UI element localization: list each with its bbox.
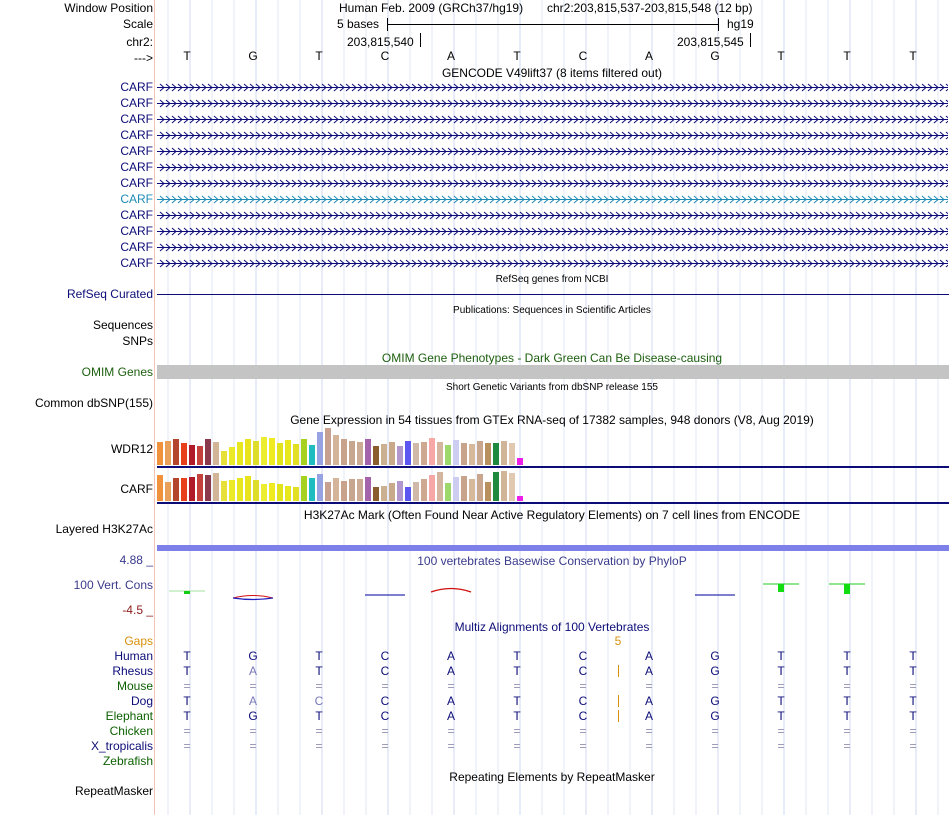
phylop-score-curve-2 xyxy=(233,598,273,600)
gencode-transcript-intron[interactable] xyxy=(157,210,948,221)
phylop-score-bar xyxy=(844,584,850,594)
multiz-aligned-base: T xyxy=(777,709,785,723)
gtex-tissue-bar[interactable] xyxy=(509,473,515,501)
multiz-aligned-base: C xyxy=(578,709,588,723)
gtex-tissue-bar[interactable] xyxy=(365,477,371,501)
gencode-transcript-label[interactable]: CARF xyxy=(120,224,153,238)
multiz-aligned-base: T xyxy=(183,649,191,663)
gencode-track-title[interactable]: GENCODE V49lift37 (8 items filtered out) xyxy=(441,66,663,80)
gtex-tissue-bar[interactable] xyxy=(173,439,179,465)
multiz-aligned-base: T xyxy=(183,709,191,723)
gtex-tissue-bar[interactable] xyxy=(245,476,251,501)
gtex-gene-carf-label[interactable]: CARF xyxy=(120,482,153,496)
multiz-aligned-base: A xyxy=(644,649,654,663)
gtex-tissue-bar[interactable] xyxy=(373,487,379,501)
multiz-aligned-base: = xyxy=(315,724,323,738)
gtex-tissue-bar[interactable] xyxy=(309,478,315,501)
refseq-curated-line[interactable] xyxy=(157,294,949,295)
multiz-aligned-base: = xyxy=(579,724,587,738)
gtex-tissue-bar[interactable] xyxy=(357,479,363,501)
multiz-aligned-base: A xyxy=(644,664,654,678)
gtex-tissue-bar[interactable] xyxy=(349,441,355,465)
gtex-tissue-bar[interactable] xyxy=(325,428,331,465)
gtex-tissue-bar[interactable] xyxy=(405,441,411,465)
db-name: hg19 xyxy=(727,17,754,31)
gtex-tissue-bar[interactable] xyxy=(445,483,451,501)
repeatmasker-track-title[interactable]: Repeating Elements by RepeatMasker xyxy=(449,770,655,784)
gtex-tissue-bar[interactable] xyxy=(389,442,395,465)
gtex-tissue-bar[interactable] xyxy=(397,481,403,501)
multiz-species-label[interactable]: Chicken xyxy=(109,724,153,738)
omim-track-title[interactable]: OMIM Gene Phenotypes - Dark Green Can Be Disease-causing xyxy=(381,351,723,365)
coordinate-left-tick xyxy=(420,33,421,47)
gtex-tissue-bar[interactable] xyxy=(181,443,187,465)
gtex-tissue-bar[interactable] xyxy=(501,471,507,501)
multiz-aligned-base: = xyxy=(711,724,719,738)
gtex-tissue-bar[interactable] xyxy=(229,447,235,465)
gtex-tissue-bar[interactable] xyxy=(477,441,483,465)
coordinate-right-tick xyxy=(750,33,751,47)
gtex-tissue-bar[interactable] xyxy=(509,443,515,465)
gencode-transcript-intron[interactable] xyxy=(157,226,948,237)
multiz-aligned-base: = xyxy=(447,739,455,753)
multiz-aligned-base: T xyxy=(315,709,323,723)
multiz-aligned-base: = xyxy=(513,724,521,738)
gtex-tissue-bar[interactable] xyxy=(445,445,451,465)
multiz-aligned-base: T xyxy=(777,649,785,663)
gtex-tissue-bar[interactable] xyxy=(213,442,219,465)
multiz-species-label[interactable]: Zebrafish xyxy=(102,754,153,768)
multiz-aligned-base: = xyxy=(381,724,389,738)
multiz-aligned-base: = xyxy=(183,724,191,738)
gtex-tissue-bar[interactable] xyxy=(477,474,483,501)
gtex-tissue-bar[interactable] xyxy=(269,483,275,501)
gtex-tissue-bar[interactable] xyxy=(421,442,427,465)
multiz-aligned-base: T xyxy=(777,664,785,678)
gencode-transcript-label[interactable]: CARF xyxy=(120,256,153,270)
multiz-aligned-base: = xyxy=(645,739,653,753)
gtex-tissue-bar[interactable] xyxy=(221,451,227,465)
multiz-aligned-base: T xyxy=(513,664,521,678)
multiz-aligned-base: = xyxy=(249,679,257,693)
window-position-label[interactable]: Window Position xyxy=(64,1,153,15)
gtex-tissue-bar[interactable] xyxy=(165,441,171,465)
multiz-aligned-base: = xyxy=(183,739,191,753)
multiz-aligned-base: A xyxy=(248,664,258,678)
multiz-aligned-base: = xyxy=(909,679,917,693)
reference-base: C xyxy=(380,49,390,63)
scale-bar-left-tick xyxy=(387,18,388,31)
multiz-aligned-base: G xyxy=(710,709,720,723)
gtex-tissue-bar[interactable] xyxy=(301,439,307,465)
gtex-tissue-bar[interactable] xyxy=(333,478,339,501)
gtex-tissue-bar[interactable] xyxy=(501,441,507,465)
gtex-tissue-bar[interactable] xyxy=(461,476,467,501)
multiz-aligned-base: G xyxy=(710,649,720,663)
gtex-tissue-bar[interactable] xyxy=(437,442,443,465)
multiz-gap-count: 5 xyxy=(614,634,622,648)
dbsnp-label[interactable]: Common dbSNP(155) xyxy=(34,396,153,410)
assembly-name: Human Feb. 2009 (GRCh37/hg19) xyxy=(339,1,524,15)
gencode-transcript-label[interactable]: CARF xyxy=(120,208,153,222)
gtex-tissue-bar[interactable] xyxy=(197,474,203,501)
gtex-tissue-bar[interactable] xyxy=(397,446,403,465)
multiz-aligned-base: = xyxy=(909,739,917,753)
multiz-aligned-base: = xyxy=(249,739,257,753)
multiz-aligned-base: C xyxy=(578,649,588,663)
gtex-tissue-bar[interactable] xyxy=(253,441,259,465)
gencode-transcript-intron[interactable] xyxy=(157,194,948,205)
multiz-aligned-base: = xyxy=(447,679,455,693)
h3k27ac-label[interactable]: Layered H3K27Ac xyxy=(55,522,153,536)
gencode-transcript-label[interactable]: CARF xyxy=(120,128,153,142)
gencode-transcript-intron[interactable] xyxy=(157,178,948,189)
multiz-aligned-base: = xyxy=(645,679,653,693)
gencode-transcript-label[interactable]: CARF xyxy=(120,240,153,254)
multiz-aligned-base: = xyxy=(315,679,323,693)
multiz-aligned-base: A xyxy=(446,649,456,663)
gtex-tissue-bar[interactable] xyxy=(277,443,283,465)
gtex-tissue-bar[interactable] xyxy=(245,439,251,465)
multiz-insertion-marker xyxy=(618,665,619,677)
multiz-aligned-base: = xyxy=(579,739,587,753)
gtex-tissue-bar[interactable] xyxy=(517,458,523,465)
gtex-tissue-bar[interactable] xyxy=(373,446,379,465)
gtex-tissue-bar[interactable] xyxy=(341,439,347,465)
gtex-tissue-bar[interactable] xyxy=(413,482,419,501)
multiz-aligned-base: C xyxy=(314,694,324,708)
multiz-aligned-base: C xyxy=(380,649,390,663)
gtex-tissue-bar[interactable] xyxy=(229,480,235,501)
multiz-species-label[interactable]: Rhesus xyxy=(112,664,153,678)
gencode-transcript-intron[interactable] xyxy=(157,130,948,141)
multiz-aligned-base: = xyxy=(447,724,455,738)
multiz-gaps-label[interactable]: Gaps xyxy=(124,634,153,648)
scale-bar-right-tick xyxy=(718,18,719,31)
gtex-tissue-bar[interactable] xyxy=(189,477,195,501)
gtex-tissue-bar[interactable] xyxy=(485,482,491,501)
conservation-plot[interactable] xyxy=(157,560,949,615)
gtex-tissue-bar[interactable] xyxy=(157,442,163,465)
coordinate-left: 203,815,540 xyxy=(347,35,414,49)
gtex-tissue-bar[interactable] xyxy=(469,479,475,501)
multiz-aligned-base: = xyxy=(249,724,257,738)
multiz-aligned-base: T xyxy=(513,709,521,723)
multiz-aligned-base: = xyxy=(315,739,323,753)
reference-base: T xyxy=(909,49,917,63)
gencode-transcript-intron[interactable] xyxy=(157,114,948,125)
conservation-track-title[interactable]: 100 vertebrates Basewise Conservation by PhyloP xyxy=(417,554,687,568)
refseq-track-title[interactable]: RefSeq genes from NCBI xyxy=(495,274,609,285)
repeatmasker-label[interactable]: RepeatMasker xyxy=(74,784,153,798)
gtex-tissue-bar[interactable] xyxy=(381,444,387,465)
gtex-tissue-bar[interactable] xyxy=(205,439,211,465)
multiz-aligned-base: T xyxy=(315,649,323,663)
multiz-aligned-base: T xyxy=(909,709,917,723)
multiz-aligned-base: G xyxy=(710,694,720,708)
reference-base: T xyxy=(513,49,521,63)
reference-base: T xyxy=(777,49,785,63)
gtex-tissue-bar[interactable] xyxy=(197,446,203,465)
gtex-tissue-bar[interactable] xyxy=(181,478,187,501)
reference-base: G xyxy=(248,49,258,63)
gtex-tissue-bar[interactable] xyxy=(485,443,491,465)
multiz-aligned-base: T xyxy=(315,664,323,678)
gtex-tissue-bar[interactable] xyxy=(277,484,283,501)
multiz-aligned-base: A xyxy=(446,694,456,708)
gtex-tissue-bar[interactable] xyxy=(493,472,499,501)
multiz-species-label[interactable]: Mouse xyxy=(116,679,153,693)
gtex-tissue-bar[interactable] xyxy=(421,479,427,501)
scale-label[interactable]: Scale xyxy=(122,17,153,31)
multiz-track-title[interactable]: Multiz Alignments of 100 Vertebrates xyxy=(454,620,650,634)
gtex-tissue-bar[interactable] xyxy=(261,484,267,501)
multiz-aligned-base: C xyxy=(578,694,588,708)
multiz-aligned-base: = xyxy=(381,739,389,753)
multiz-aligned-base: = xyxy=(645,724,653,738)
gencode-transcript-label[interactable]: CARF xyxy=(120,96,153,110)
gtex-tissue-bar[interactable] xyxy=(493,443,499,465)
gtex-tissue-bar[interactable] xyxy=(173,478,179,501)
gtex-tissue-bar[interactable] xyxy=(205,475,211,501)
multiz-aligned-base: C xyxy=(380,694,390,708)
gtex-tissue-bar[interactable] xyxy=(389,483,395,501)
multiz-aligned-base: T xyxy=(843,649,851,663)
multiz-aligned-base: T xyxy=(843,694,851,708)
gtex-tissue-bar[interactable] xyxy=(309,445,315,465)
multiz-aligned-base: C xyxy=(380,664,390,678)
reference-base: T xyxy=(183,49,191,63)
coordinate-right: 203,815,545 xyxy=(677,35,744,49)
gtex-tissue-bar[interactable] xyxy=(285,440,291,465)
phylop-score-bar xyxy=(184,591,190,594)
multiz-aligned-base: G xyxy=(248,709,258,723)
gtex-tissue-bar[interactable] xyxy=(261,437,267,465)
gtex-gene-wdr12-label[interactable]: WDR12 xyxy=(110,442,153,456)
gtex-tissue-bar[interactable] xyxy=(357,442,363,465)
multiz-aligned-base: T xyxy=(513,694,521,708)
reference-base: T xyxy=(315,49,323,63)
gtex-tissue-bar[interactable] xyxy=(341,481,347,501)
gtex-tissue-bar[interactable] xyxy=(469,444,475,465)
omim-gene-bar[interactable] xyxy=(157,365,949,379)
gtex-tissue-bar[interactable] xyxy=(333,435,339,465)
multiz-aligned-base: = xyxy=(777,724,785,738)
publications-sequences-label[interactable]: Sequences xyxy=(92,318,153,332)
gtex-tissue-bar[interactable] xyxy=(349,479,355,501)
refseq-curated-label[interactable]: RefSeq Curated xyxy=(66,287,153,301)
gencode-transcript-label[interactable]: CARF xyxy=(120,112,153,126)
multiz-aligned-base: T xyxy=(183,694,191,708)
gencode-transcript-intron[interactable] xyxy=(157,258,948,269)
gtex-tissue-bar[interactable] xyxy=(325,482,331,501)
gencode-transcript-label[interactable]: CARF xyxy=(120,144,153,158)
gencode-transcript-intron[interactable] xyxy=(157,98,948,109)
strand-arrow-label[interactable]: ---> xyxy=(134,51,153,65)
gencode-transcript-label[interactable]: CARF xyxy=(120,160,153,174)
multiz-species-label[interactable]: X_tropicalis xyxy=(90,739,153,753)
multiz-aligned-base: = xyxy=(777,679,785,693)
multiz-species-label[interactable]: Elephant xyxy=(105,709,153,723)
reference-base: A xyxy=(644,49,654,63)
dbsnp-track-title[interactable]: Short Genetic Variants from dbSNP release 155 xyxy=(446,382,658,393)
multiz-aligned-base: A xyxy=(248,694,258,708)
gtex-tissue-bar[interactable] xyxy=(429,475,435,501)
multiz-aligned-base: T xyxy=(843,664,851,678)
multiz-species-label[interactable]: Dog xyxy=(130,694,153,708)
multiz-aligned-base: C xyxy=(380,709,390,723)
reference-base: G xyxy=(710,49,720,63)
gtex-tissue-bar[interactable] xyxy=(269,438,275,465)
multiz-aligned-base: = xyxy=(579,679,587,693)
gtex-tissue-bar[interactable] xyxy=(301,476,307,501)
h3k27ac-track-title[interactable]: H3K27Ac Mark (Often Found Near Active Regulatory Elements) on 7 cell lines from ENCODE xyxy=(303,508,801,522)
publications-snps-label[interactable]: SNPs xyxy=(122,334,153,348)
reference-base: T xyxy=(843,49,851,63)
multiz-aligned-base: T xyxy=(183,664,191,678)
multiz-aligned-base: T xyxy=(909,649,917,663)
gtex-tissue-bar[interactable] xyxy=(365,439,371,465)
multiz-aligned-base: A xyxy=(644,709,654,723)
gtex-tissue-bar[interactable] xyxy=(461,443,467,465)
reference-base: A xyxy=(446,49,456,63)
multiz-aligned-base: = xyxy=(183,679,191,693)
gtex-tissue-bar[interactable] xyxy=(285,486,291,501)
multiz-aligned-base: T xyxy=(513,649,521,663)
gencode-transcript-intron[interactable] xyxy=(157,242,948,253)
phylop-score-curve xyxy=(431,589,471,593)
multiz-aligned-base: = xyxy=(777,739,785,753)
gtex-tissue-bar[interactable] xyxy=(157,475,163,501)
multiz-insertion-marker xyxy=(618,710,619,722)
multiz-aligned-base: A xyxy=(446,664,456,678)
multiz-aligned-base: = xyxy=(513,739,521,753)
gtex-tissue-bar[interactable] xyxy=(189,445,195,465)
multiz-aligned-base: C xyxy=(578,664,588,678)
gtex-tissue-bar[interactable] xyxy=(453,477,459,501)
scale-text: 5 bases xyxy=(337,17,380,31)
omim-genes-label[interactable]: OMIM Genes xyxy=(81,365,153,379)
multiz-aligned-base: A xyxy=(644,694,654,708)
gtex-tissue-bar[interactable] xyxy=(413,443,419,465)
gtex-tissue-bar[interactable] xyxy=(453,440,459,465)
multiz-aligned-base: T xyxy=(777,694,785,708)
chrom-label[interactable]: chr2: xyxy=(126,35,153,49)
gtex-tissue-bar[interactable] xyxy=(237,442,243,465)
multiz-aligned-base: G xyxy=(710,664,720,678)
gtex-tissue-bar[interactable] xyxy=(253,480,259,501)
gtex-tissue-bar[interactable] xyxy=(317,432,323,465)
multiz-insertion-marker xyxy=(618,695,619,707)
multiz-aligned-base: = xyxy=(381,679,389,693)
gencode-transcript-label[interactable]: CARF xyxy=(120,192,153,206)
h3k27ac-signal-bar[interactable] xyxy=(157,545,949,551)
multiz-aligned-base: = xyxy=(711,739,719,753)
gencode-transcript-intron[interactable] xyxy=(157,82,948,93)
gtex-tissue-bar[interactable] xyxy=(293,444,299,465)
gtex-tissue-bar[interactable] xyxy=(165,482,171,501)
multiz-aligned-base: = xyxy=(843,739,851,753)
gtex-tissue-bar[interactable] xyxy=(317,474,323,501)
gtex-tissue-bar[interactable] xyxy=(517,496,523,501)
gtex-carf-baseline xyxy=(157,502,949,504)
gencode-transcript-label[interactable]: CARF xyxy=(120,80,153,94)
gtex-tissue-bar[interactable] xyxy=(429,438,435,465)
window-position-value: chr2:203,815,537-203,815,548 (12 bp) xyxy=(547,1,753,15)
multiz-aligned-base: = xyxy=(843,724,851,738)
multiz-aligned-base: T xyxy=(909,694,917,708)
gtex-tissue-bar[interactable] xyxy=(405,487,411,501)
multiz-aligned-base: = xyxy=(711,679,719,693)
gencode-transcript-label[interactable]: CARF xyxy=(120,176,153,190)
multiz-aligned-base: G xyxy=(248,649,258,663)
conservation-min-label: -4.5 _ xyxy=(122,603,153,617)
phylop-score-curve xyxy=(233,596,273,599)
conservation-max-label: 4.88 _ xyxy=(119,553,153,567)
label-column-separator xyxy=(154,0,155,815)
gtex-tissue-bar[interactable] xyxy=(381,486,387,501)
conservation-label[interactable]: 100 Vert. Cons xyxy=(73,578,153,592)
multiz-aligned-base: T xyxy=(843,709,851,723)
multiz-aligned-base: = xyxy=(909,724,917,738)
reference-base: C xyxy=(578,49,588,63)
multiz-aligned-base: T xyxy=(909,664,917,678)
gencode-transcript-intron[interactable] xyxy=(157,146,948,157)
gtex-tissue-bar[interactable] xyxy=(293,487,299,501)
multiz-aligned-base: = xyxy=(843,679,851,693)
gtex-tissue-bar[interactable] xyxy=(437,472,443,501)
multiz-aligned-base: = xyxy=(513,679,521,693)
gencode-transcript-intron[interactable] xyxy=(157,162,948,173)
publications-track-title[interactable]: Publications: Sequences in Scientific Articles xyxy=(453,305,651,316)
gtex-tissue-bar[interactable] xyxy=(237,478,243,501)
gtex-track-title[interactable]: Gene Expression in 54 tissues from GTEx RNA-seq of 17382 samples, 948 donors (V8, Aug 2019) xyxy=(290,413,814,427)
gtex-tissue-bar[interactable] xyxy=(221,481,227,501)
multiz-species-label[interactable]: Human xyxy=(114,649,153,663)
gtex-tissue-bar[interactable] xyxy=(213,473,219,501)
multiz-aligned-base: A xyxy=(446,709,456,723)
phylop-score-bar xyxy=(778,584,784,592)
gtex-wdr12-baseline xyxy=(157,466,949,468)
scale-bar xyxy=(387,24,718,25)
